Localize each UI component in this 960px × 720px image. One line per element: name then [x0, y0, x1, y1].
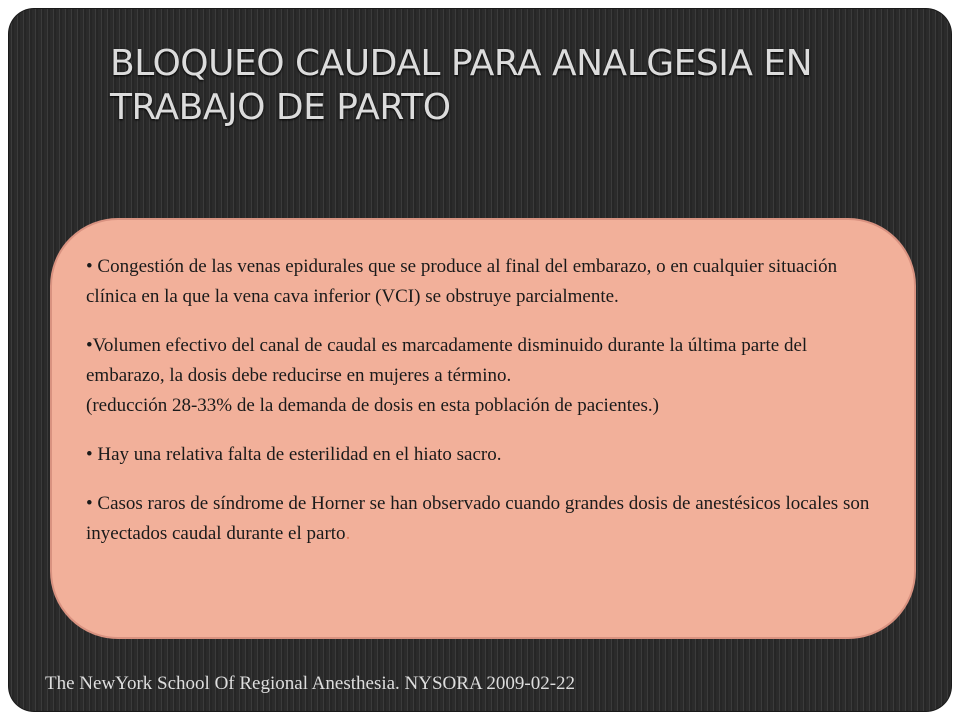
footer-citation: The NewYork School Of Regional Anesthesia. NYSORA 2009-02-22	[45, 673, 576, 694]
bullet-text: • Casos raros de síndrome de Horner se han observado cuando grandes dosis de anestésicos locales son inyectados caudal durante el parto	[86, 493, 870, 544]
slide-title: BLOQUEO CAUDAL PARA ANALGESIA EN TRABAJO DE PARTO	[110, 43, 813, 128]
bullet-trailing-period: .	[345, 523, 351, 544]
bullet-horner-syndrome	[86, 489, 884, 549]
bullet-venous-congestion	[86, 252, 884, 312]
content-box	[50, 218, 916, 639]
bullet-text: • Congestión de las venas epidurales que se produce al final del embarazo, o en cualquier situación clínica en la que la vena cava inferior (VCI) se obstruye parcialmente.	[86, 256, 838, 307]
bullet-text: • Hay una relativa falta de esterilidad en el hiato sacro.	[86, 444, 502, 465]
bullet-caudal-volume	[86, 331, 884, 421]
slide-background	[8, 8, 952, 712]
bullet-sterility	[86, 440, 884, 470]
bullet-text: •Volumen efectivo del canal de caudal es marcadamente disminuido durante la última parte del embarazo, la dosis debe reducirse en mujeres a término.	[86, 335, 808, 386]
bullet-note: (reducción 28-33% de la demanda de dosis en esta población de pacientes.)	[86, 395, 659, 416]
